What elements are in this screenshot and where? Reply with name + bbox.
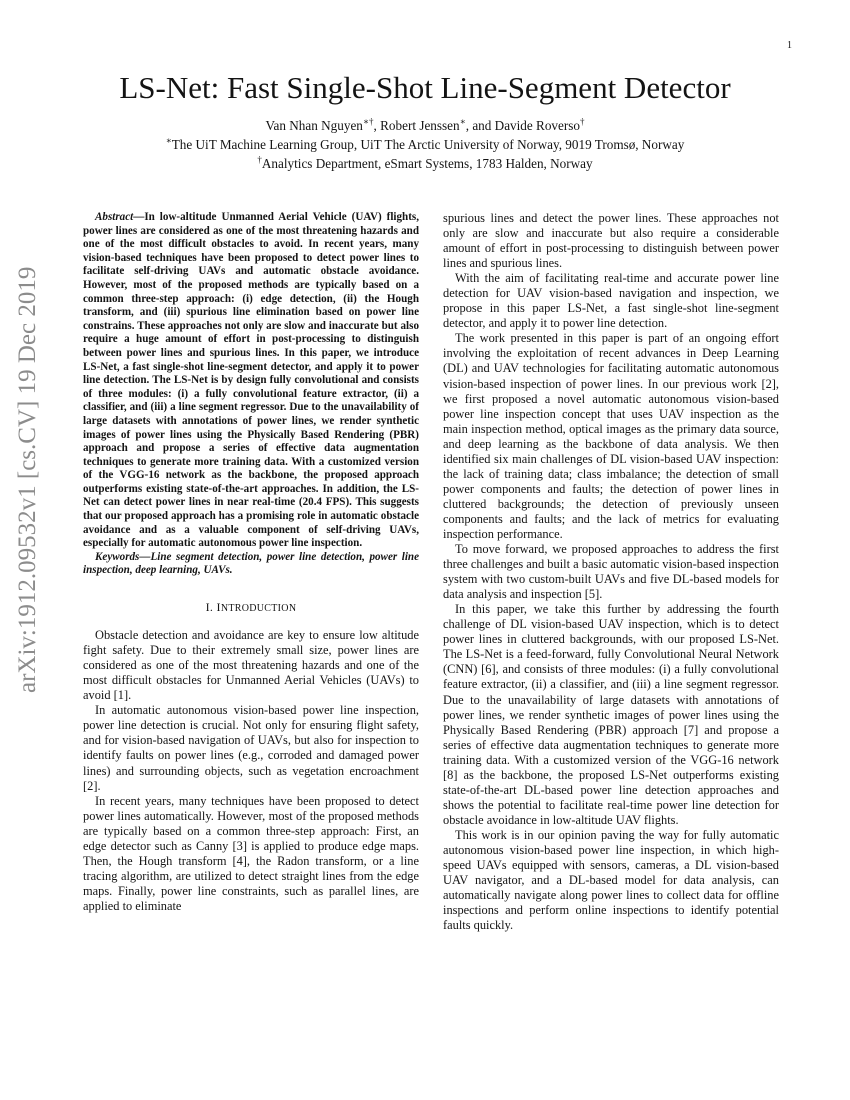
- arxiv-identifier-stamp: arXiv:1912.09532v1 [cs.CV] 19 Dec 2019: [14, 266, 41, 693]
- abstract: [83, 211, 419, 551]
- right-column: [443, 211, 779, 933]
- body-paragraph: In automatic autonomous vision-based power line inspection, power line detection is crucial. Not only for ensuring flight safety, and for vision-based navigation of UAVs, but also for inspection to identify faults on power lines (e.g., corroded and damaged power lines) and surrounding objects, such as vegetation encroachment [2].: [83, 703, 419, 793]
- body-paragraph: In recent years, many techniques have been proposed to detect power lines automatically. However, most of the proposed methods are typically based on a common three-step approach: First, an edge detector such as Canny [3] is applied to produce edge maps. Then, the Hough transform [4], the Radon transform, or a line tracing algorithm, are utilized to detect straight lines from the edge maps. Finally, power line constraints, such as parallel lines, are applied to eliminate: [83, 793, 419, 913]
- keywords-label: Keywords: [95, 550, 140, 563]
- affiliation-2: †Analytics Department, eSmart Systems, 1783 Halden, Norway: [257, 154, 593, 171]
- left-column: [83, 211, 419, 914]
- section-heading-introduction: I. INTRODUCTION: [205, 600, 297, 615]
- author-block: [60, 116, 790, 173]
- body-paragraph: To move forward, we proposed approaches to address the first three challenges and built a basic automatic vision-based inspection system with two custom-built UAVs and five DL-based models for data analysis and inspection [5].: [443, 542, 779, 602]
- keywords: [83, 551, 419, 578]
- page-number: 1: [787, 40, 792, 51]
- abstract-label: Abstract: [95, 211, 134, 223]
- paper-title: LS-Net: Fast Single-Shot Line-Segment Detector: [119, 70, 731, 105]
- body-paragraph: Obstacle detection and avoidance are key to ensure low altitude fight safety. Due to their extremely small size, power lines are considered as one of the most threatening hazards and one of the most difficult obstacles for Unmanned Aerial Vehicles (UAVs) to avoid [1].: [83, 628, 419, 703]
- body-paragraph: In this paper, we take this further by addressing the fourth challenge of DL vision-based UAV inspection, which is to detect power lines in cluttered backgrounds, with our proposed LS-Net. The LS-Net is a feed-forward, fully Convolutional Neural Network (CNN) [6], and consists of three modules: (i) a fully convolutional feature extractor, (ii) a classifier, and (iii) a line segment regressor. Due to the unavailability of large datasets with annotations of power lines, we render synthetic images of power lines using the Physically Based Rendering (PBR) approach [7] and propose a series of effective data augmentation techniques to generate more training data. With a customized version of the VGG-16 network [8] as the backbone, the proposed LS-Net outperforms existing state-of-the-art DL-based power line detection approaches and shows the potential to facilitate real-time power line detection for obstacle avoidance in low-altitude UAV flights.: [443, 602, 779, 827]
- body-paragraph: The work presented in this paper is part of an ongoing effort involving the exploitation of recent advances in Deep Learning (DL) and UAV technologies for facilitating automatic autonomous vision-based inspection of power lines. In our previous work [2], we first proposed a novel automatic autonomous vision-based power line inspection concept that uses UAV inspection as the main inspection method, optical images as the primary data source, and deep learning as the backbone of data analysis. We then identified six main challenges of DL vision-based UAV inspection: the lack of training data; class imbalance; the detection of small power components and faults; the detection of power lines in cluttered backgrounds; the detection of previously unseen components and faults; and the lack of metrics for evaluating inspection performance.: [443, 331, 779, 541]
- body-paragraph: spurious lines and detect the power lines. These approaches not only are slow and inaccurate but also require a considerable amount of effort in post-processing to distinguish between power lines and spurious lines.: [443, 211, 779, 271]
- body-paragraph: With the aim of facilitating real-time and accurate power line detection for UAV vision-based navigation and inspection, we propose in this paper LS-Net, a fast single-shot line-segment detector, and apply it to power line detection.: [443, 271, 779, 331]
- keywords-text: —Line segment detection, power line detection, power line inspection, deep learning, UAVs.: [83, 550, 419, 577]
- body-paragraph: This work is in our opinion paving the way for fully automatic autonomous vision-based power line inspection, in which high-speed UAVs equipped with sensors, cameras, a DL vision-based UAV navigator, and a DL-based model for data analysis, can automatically navigate along power lines to collect data for offline inspections and perform online inspections to identify potential faults quickly.: [443, 827, 779, 933]
- abstract-text: —In low-altitude Unmanned Aerial Vehicle (UAV) flights, power lines are considered as one of the most threatening hazards and one of the most difficult obstacles to avoid. In recent years, many vision-based techniques have been proposed to detect power lines to facilitate self-driving UAVs and automatic obstacle avoidance. However, most of the proposed methods are typically based on a common three-step approach: (i) edge detection, (ii) the Hough transform, and (iii) spurious line elimination based on power line constrains. These approaches not only are slow and inaccurate but also require a huge amount of effort in post-processing to distinguish between power lines and spurious lines. In this paper, we introduce LS-Net, a fast single-shot line-segment detector, and apply it to power line detection. The LS-Net is by design fully convolutional and consists of three modules: (i) a fully convolutional feature extractor, (ii) a classifier, and (iii) a line segment regressor. Due to the unavailability of large datasets with annotations of power lines, we render synthetic images of power lines using the Physically Based Rendering (PBR) approach and propose a series of effective data augmentation techniques to generate more training data. With a customized version of the VGG-16 network as the backbone, the proposed approach outperforms existing state-of-the-art approaches. In addition, the LS-Net can detect power lines in near real-time (20.4 FPS). This suggests that our proposed approach has a promising role in automatic obstacle avoidance and as a valuable component of self-driving UAVs, especially for automatic autonomous power line inspection.: [83, 211, 419, 550]
- affiliation-1: ∗The UiT Machine Learning Group, UiT The Arctic University of Norway, 9019 Tromsø, Norway: [165, 135, 685, 152]
- author-names: Van Nhan Nguyen∗†, Robert Jenssen∗, and Davide Roverso†: [265, 116, 585, 133]
